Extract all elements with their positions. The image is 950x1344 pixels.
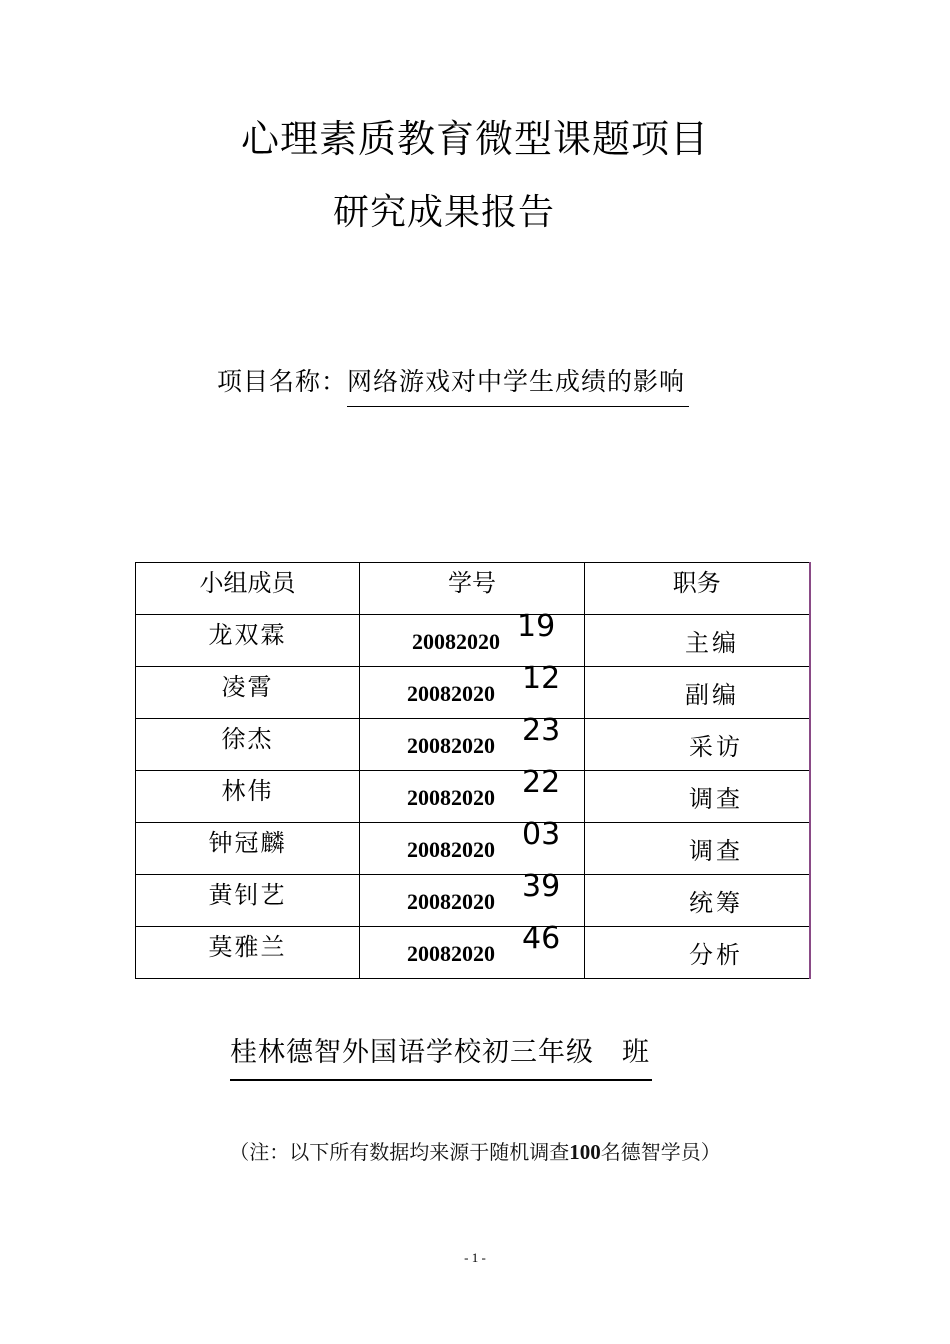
table-row xyxy=(136,927,810,979)
table-row xyxy=(136,615,810,667)
school-class-line: 桂林德智外国语学校初三年级 班 xyxy=(230,1030,652,1081)
member-id xyxy=(360,765,585,823)
id-suffix: 39 xyxy=(522,869,561,904)
id-prefix: 20082020 xyxy=(407,785,495,810)
member-id xyxy=(360,661,585,719)
table-row xyxy=(136,771,810,823)
member-name: 林伟 xyxy=(136,771,360,823)
role-text: 调查 xyxy=(689,785,743,813)
project-label: 项目名称： xyxy=(217,367,348,396)
member-id xyxy=(360,921,585,979)
member-name: 黄钊艺 xyxy=(136,875,360,927)
note-after: 名德智学员） xyxy=(600,1140,721,1164)
member-name: 徐杰 xyxy=(136,719,360,771)
report-title-line2: 研究成果报告 xyxy=(333,192,556,233)
table-row xyxy=(136,875,810,927)
id-prefix: 20082020 xyxy=(407,889,495,914)
id-prefix: 20082020 xyxy=(407,941,495,966)
id-suffix: 19 xyxy=(517,609,556,644)
id-prefix: 20082020 xyxy=(412,629,500,654)
table-header-row xyxy=(136,563,810,615)
member-role xyxy=(585,927,810,979)
role-text: 统筹 xyxy=(689,889,743,917)
id-suffix: 22 xyxy=(522,765,561,800)
role-text: 主编 xyxy=(685,629,739,657)
id-prefix: 20082020 xyxy=(407,733,495,758)
report-title-line1: 心理素质教育微型课题项目 xyxy=(240,117,709,161)
member-role xyxy=(585,875,810,927)
member-table xyxy=(135,562,811,979)
member-role xyxy=(585,823,810,875)
member-id xyxy=(360,817,585,875)
member-id xyxy=(360,869,585,927)
id-suffix: 03 xyxy=(522,817,561,852)
header-student-id: 学号 xyxy=(360,563,585,615)
member-id xyxy=(360,713,585,771)
member-role xyxy=(585,719,810,771)
id-suffix: 23 xyxy=(522,713,561,748)
member-role xyxy=(585,771,810,823)
table-row xyxy=(136,823,810,875)
member-role xyxy=(585,615,810,667)
id-suffix: 12 xyxy=(522,661,561,696)
member-name: 钟冠麟 xyxy=(136,823,360,875)
id-prefix: 20082020 xyxy=(407,837,495,862)
header-role: 职务 xyxy=(585,563,810,615)
note-number: 100 xyxy=(569,1140,601,1164)
member-name: 龙双霖 xyxy=(136,615,360,667)
data-source-note xyxy=(0,1136,950,1165)
note-before: （注：以下所有数据均来源于随机调查 xyxy=(229,1140,570,1164)
page-number: - 1 - xyxy=(464,1250,486,1265)
id-suffix: 46 xyxy=(522,921,561,956)
table-row xyxy=(136,719,810,771)
id-prefix: 20082020 xyxy=(407,681,495,706)
role-text: 采访 xyxy=(689,733,743,761)
role-text: 调查 xyxy=(689,837,743,865)
member-role xyxy=(585,667,810,719)
member-name: 凌霄 xyxy=(136,667,360,719)
project-name: 网络游戏对中学生成绩的影响 xyxy=(347,362,689,407)
member-id xyxy=(360,609,585,667)
role-text: 副编 xyxy=(685,681,739,709)
member-name: 莫雅兰 xyxy=(136,927,360,979)
role-text: 分析 xyxy=(689,941,743,969)
header-members: 小组成员 xyxy=(136,563,360,615)
project-line xyxy=(217,362,689,407)
table-row xyxy=(136,667,810,719)
